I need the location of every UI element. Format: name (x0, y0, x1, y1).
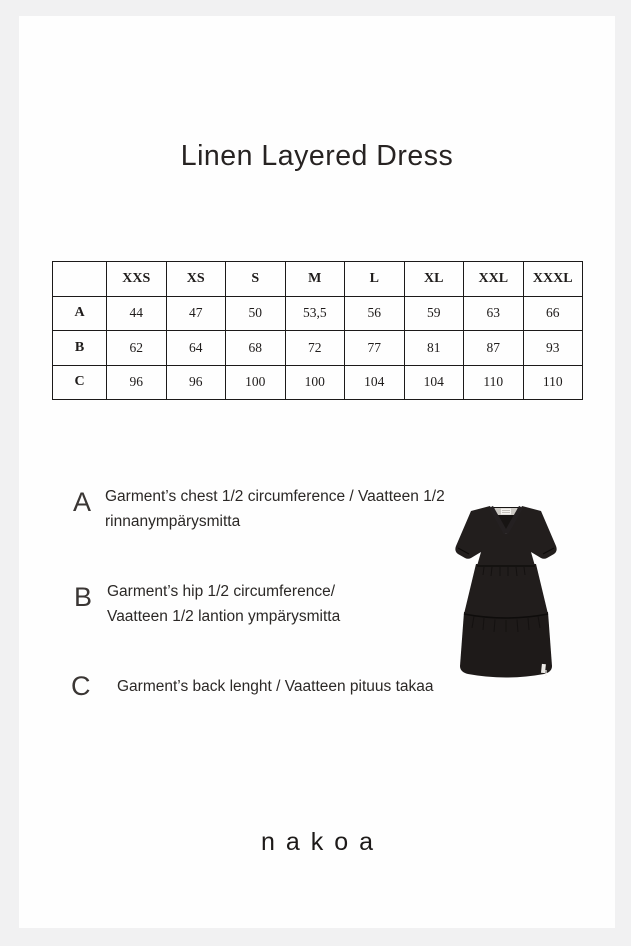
measurement-cell: 72 (285, 331, 345, 366)
brand-logo: nakoa (260, 828, 385, 856)
row-label: C (53, 365, 107, 400)
legend-letter-A: A (73, 487, 92, 517)
size-col-header: L (345, 262, 405, 297)
size-col-header: XL (404, 262, 464, 297)
dress-illustration (450, 500, 562, 682)
measurement-cell: 96 (107, 365, 167, 400)
measurement-cell: 47 (166, 296, 226, 331)
legend-text-A-line1: Garment’s chest 1/2 circumference / Vaatteen 1/2 (105, 488, 445, 505)
measurement-cell: 44 (107, 296, 167, 331)
legend-text-B-line2: Vaatteen 1/2 lantion ympärysmitta (107, 607, 341, 625)
measurement-cell: 77 (345, 331, 405, 366)
page-title: Linen Layered Dress (180, 140, 454, 172)
measurement-cell: 81 (404, 331, 464, 366)
row-label: B (53, 331, 107, 366)
table-row-A (53, 296, 583, 331)
legend-text-C (117, 675, 434, 700)
legend-text-A-line2: rinnanympärysmitta (105, 512, 241, 530)
measurement-cell: 53,5 (285, 296, 345, 331)
size-col-header: XXXL (523, 262, 583, 297)
legend-text-B-line1: Garment’s hip 1/2 circumference/ (107, 583, 336, 600)
legend-text-B (107, 580, 340, 629)
measurement-cell: 59 (404, 296, 464, 331)
table-row-B (53, 331, 583, 366)
legend-text-C-line1: Garment’s back lenght / Vaatteen pituus takaa (117, 678, 434, 695)
measurement-cell: 64 (166, 331, 226, 366)
measurement-cell: 104 (345, 365, 405, 400)
measurement-cell: 87 (464, 331, 524, 366)
measurement-cell: 93 (523, 331, 583, 366)
measurement-cell: 50 (226, 296, 286, 331)
size-table-header-row (53, 262, 583, 297)
corner-cell (53, 262, 107, 297)
measurement-cell: 62 (107, 331, 167, 366)
measurement-cell: 110 (464, 365, 524, 400)
row-label: A (53, 296, 107, 331)
legend-letter-B: B (74, 582, 93, 612)
measurement-cell: 68 (226, 331, 286, 366)
size-table (52, 261, 583, 400)
measurement-cell: 56 (345, 296, 405, 331)
size-col-header: S (226, 262, 286, 297)
size-col-header: M (285, 262, 345, 297)
measurement-cell: 66 (523, 296, 583, 331)
measurement-cell: 110 (523, 365, 583, 400)
measurement-cell: 104 (404, 365, 464, 400)
measurement-cell: 100 (285, 365, 345, 400)
product-photo-dress (450, 500, 562, 682)
size-col-header: XXS (107, 262, 167, 297)
measurement-cell: 96 (166, 365, 226, 400)
legend-letter-C: C (71, 671, 91, 701)
size-col-header: XS (166, 262, 226, 297)
measurement-cell: 100 (226, 365, 286, 400)
measurement-cell: 63 (464, 296, 524, 331)
legend-text-A (105, 485, 445, 534)
table-row-C (53, 365, 583, 400)
size-col-header: XXL (464, 262, 524, 297)
